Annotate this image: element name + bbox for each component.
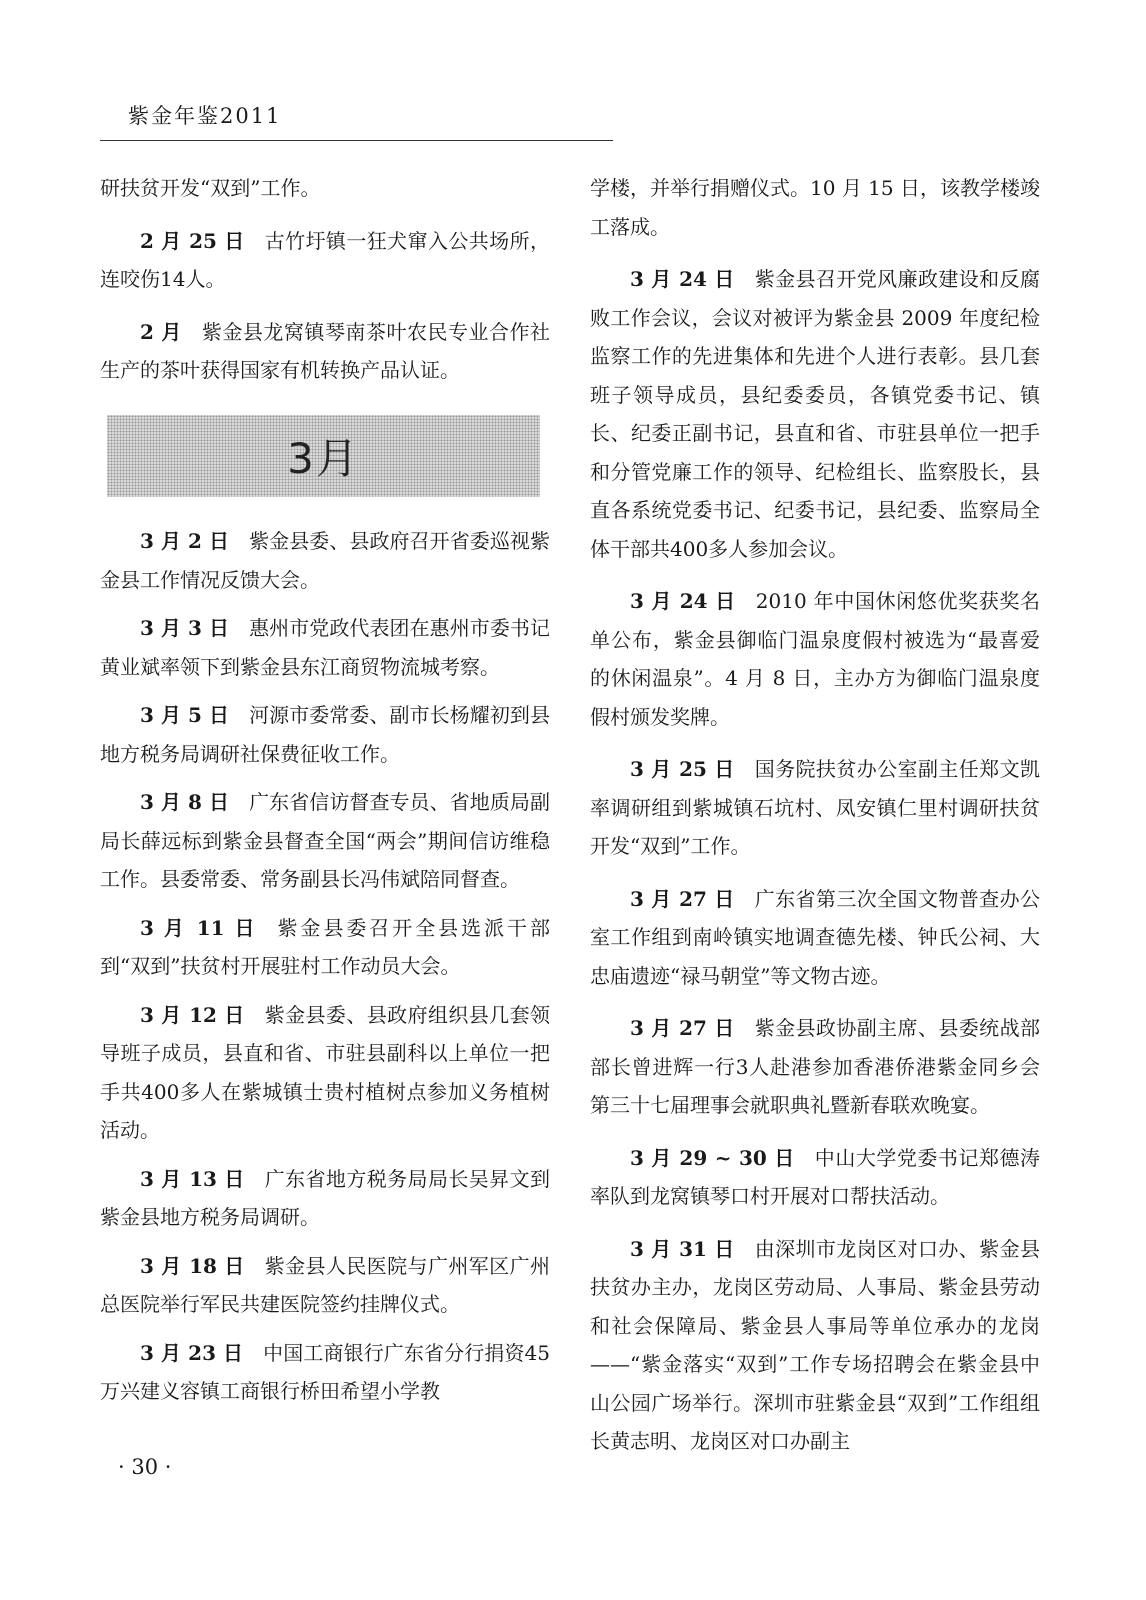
entry-date: 2 月 25 日: [140, 228, 245, 253]
entry-date: 3 月 29 ~ 30 日: [630, 1145, 795, 1170]
chronicle-entry: [590, 1230, 1040, 1461]
chronicle-entry: [100, 169, 550, 208]
chronicle-entry: [100, 1334, 550, 1411]
entry-text: 古竹圩镇一狂犬窜入公共场所，连咬伤14人。: [100, 228, 551, 291]
chronicle-entry: [100, 609, 550, 686]
chronicle-entry: [590, 880, 1040, 996]
chronicle-entry: [100, 522, 550, 599]
chronicle-entry: [100, 1247, 550, 1324]
chronicle-entry: [590, 1009, 1040, 1125]
header-rule: [100, 140, 613, 141]
entry-date: 3 月 23 日: [140, 1340, 244, 1365]
entry-date: 3 月 3 日: [140, 616, 230, 640]
entry-date: 3 月 25 日: [630, 757, 735, 781]
month-banner-label: 3月: [287, 434, 360, 483]
entry-text: 广东省第三次全国文物普查办公室工作组到南岭镇实地调查德先楼、钟氏公祠、大忠庙遗迹“禄马朝堂”等文物古迹。: [590, 886, 1041, 988]
running-header: 紫金年鉴2011: [128, 104, 282, 128]
entry-date: 3 月 13 日: [140, 1166, 245, 1191]
left-column-top: [100, 169, 550, 404]
entry-text: 中山大学党委书记郑德涛率队到龙窝镇琴口村开展对口帮扶活动。: [590, 1145, 1040, 1208]
entry-date: 3 月 12 日: [140, 1002, 245, 1027]
chronicle-entry: [100, 696, 550, 773]
entry-text: 2010 年中国休闲悠优奖获奖名单公布，紫金县御临门温泉度假村被选为“最喜爱的休闲温泉”。4 月 8 日，主办方为御临门温泉度假村颁发奖牌。: [590, 589, 1040, 729]
entry-date: 3 月 5 日: [140, 703, 230, 727]
entry-date: 3 月 31 日: [630, 1236, 735, 1261]
entry-text: 中国工商银行广东省分行捐资45万兴建义容镇工商银行桥田希望小学教: [100, 1340, 550, 1403]
page-number: · 30 ·: [118, 1455, 172, 1479]
chronicle-entry: [100, 222, 550, 299]
entry-text: 国务院扶贫办公室副主任郑文凯率调研组到紫城镇石坑村、凤安镇仁里村调研扶贫开发“双到”工作。: [590, 757, 1041, 858]
entry-date: 3 月 27 日: [630, 1016, 735, 1040]
chronicle-entry: [100, 909, 550, 986]
chronicle-entry: [590, 260, 1040, 568]
entry-date: 3 月 18 日: [140, 1253, 245, 1278]
entry-text: 紫金县委、县政府召开省委巡视紫金县工作情况反馈大会。: [100, 529, 550, 592]
entry-text: 由深圳市龙岗区对口办、紫金县扶贫办主办，龙岗区劳动局、人事局、紫金县劳动和社会保障局、紫金县人事局等单位承办的龙岗——“紫金落实“双到”工作专场招聘会在紫金县中山公园广场举行。深圳市驻紫金县“双到”工作组组长黄志明、龙岗区对口办副主: [590, 1236, 1041, 1453]
entry-text: 河源市委常委、副市长杨耀初到县地方税务局调研社保费征收工作。: [100, 703, 550, 766]
entry-text: 广东省信访督查专员、省地质局副局长薛远标到紫金县督查全国“两会”期间信访维稳工作。县委常委、常务副县长冯伟斌陪同督查。: [100, 790, 550, 891]
entry-date: 3 月 24 日: [630, 589, 736, 613]
chronicle-entry: [100, 313, 550, 390]
entry-date: 3 月 24 日: [630, 267, 735, 291]
right-column-entries: [590, 169, 1040, 1475]
entry-text: 紫金县委、县政府组织县几套领导班子成员，县直和省、市驻县副科以上单位一把手共400多人在紫城镇士贵村植树点参加义务植树活动。: [100, 1002, 551, 1142]
entry-date: 2 月: [140, 319, 182, 344]
chronicle-entry: [100, 996, 550, 1150]
entry-text: 广东省地方税务局局长吴昇文到紫金县地方税务局调研。: [100, 1166, 551, 1229]
entry-text: 紫金县龙窝镇琴南茶叶农民专业合作社生产的茶叶获得国家有机转换产品认证。: [100, 319, 551, 382]
entry-date: 3 月 2 日: [140, 529, 230, 553]
left-column-entries: [100, 522, 550, 1421]
entry-text: 紫金县人民医院与广州军区广州总医院举行军民共建医院签约挂牌仪式。: [100, 1253, 551, 1316]
chronicle-entry: [590, 169, 1040, 246]
entry-date: 3 月 27 日: [630, 886, 735, 911]
entry-date: 3 月 11 日: [140, 915, 258, 940]
entry-text: 紫金县召开党风廉政建设和反腐败工作会议，会议对被评为紫金县 2009 年度纪检监察工作的先进集体和先进个人进行表彰。县几套班子领导成员，县纪委委员，各镇党委书记、镇长、纪委正副书记，县直和省、市驻县单位一把手和分管党廉工作的领导、纪检组长、监察股长，县直各系统党委书记、纪委书记，县纪委、监察局全体干部共400多人参加会议。: [590, 267, 1041, 561]
entry-text: 紫金县委召开全县选派干部到“双到”扶贫村开展驻村工作动员大会。: [100, 915, 550, 978]
entry-text: 研扶贫开发“双到”工作。: [100, 176, 321, 200]
entry-date: 3 月 8 日: [140, 790, 230, 814]
entry-text: 学楼，并举行捐赠仪式。10 月 15 日，该教学楼竣工落成。: [590, 176, 1040, 239]
chronicle-entry: [100, 1160, 550, 1237]
entry-text: 惠州市党政代表团在惠州市委书记黄业斌率领下到紫金县东江商贸物流城考察。: [100, 616, 550, 679]
chronicle-entry: [590, 1139, 1040, 1216]
chronicle-entry: [590, 582, 1040, 736]
chronicle-entry: [590, 750, 1040, 866]
entry-text: 紫金县政协副主席、县委统战部部长曾进辉一行3人赴港参加香港侨港紫金同乡会第三十七届理事会就职典礼暨新春联欢晚宴。: [590, 1016, 1041, 1117]
month-banner: [107, 415, 540, 497]
chronicle-entry: [100, 783, 550, 899]
